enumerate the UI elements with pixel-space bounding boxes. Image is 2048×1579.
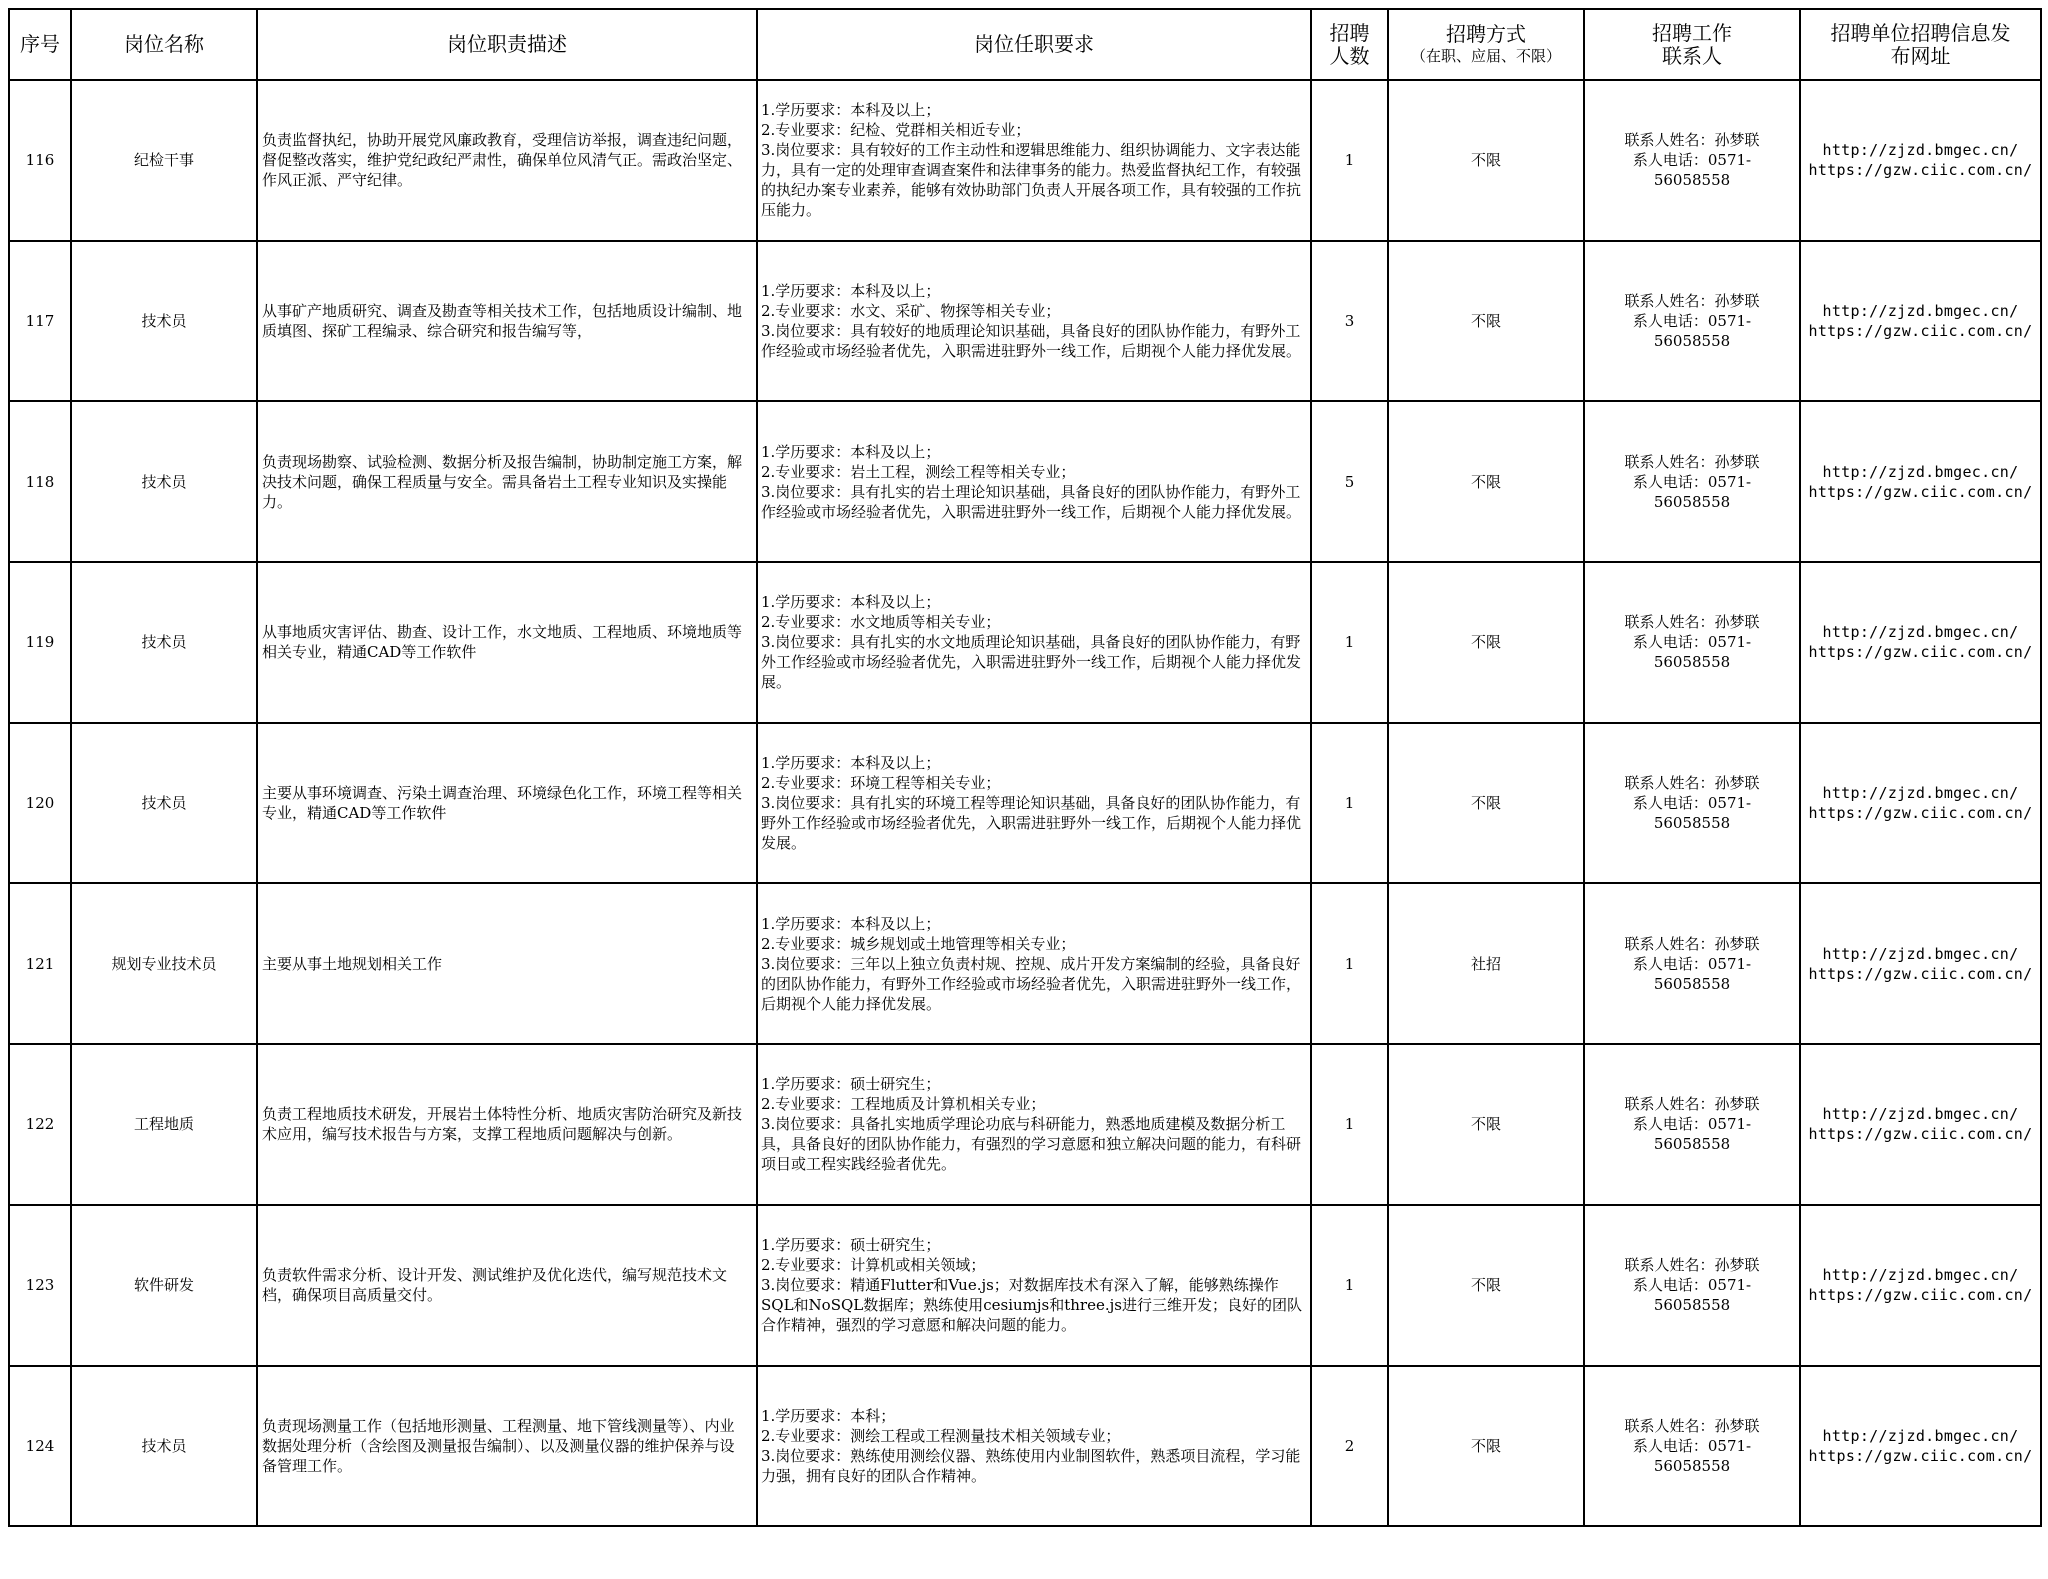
requirement-line: 2.专业要求：纪检、党群相关相近专业；: [761, 121, 1031, 140]
recruit-method: 不限: [1388, 1205, 1584, 1366]
row-number: 117: [9, 241, 71, 402]
headcount: 1: [1311, 723, 1388, 884]
position-requirements: [757, 1205, 1311, 1366]
position-requirements: [757, 1044, 1311, 1205]
requirement-line: 2.专业要求：岩土工程，测绘工程等相关专业；: [761, 462, 1076, 481]
requirement-line: 1.学历要求：本科及以上；: [761, 282, 941, 301]
info-url-2: https://gzw.ciic.com.cn/: [1808, 482, 2033, 501]
requirement-line: 1.学历要求：本科及以上；: [761, 101, 941, 120]
contact-info: 联系人姓名：孙梦联系人电话：0571-56058558: [1584, 1366, 1800, 1527]
info-url-1: http://zjzd.bmgec.cn/: [1822, 784, 2019, 803]
requirement-line: 1.学历要求：硕士研究生；: [761, 1236, 941, 1255]
position-duties: 负责现场测量工作（包括地形测量、工程测量、地下管线测量等）、内业数据处理分析（含绘图及测量报告编制）、以及测量仪器的维护保养与设备管理工作。: [257, 1366, 757, 1527]
contact-info: 联系人姓名：孙梦联系人电话：0571-56058558: [1584, 80, 1800, 241]
info-url-1: http://zjzd.bmgec.cn/: [1822, 623, 2019, 642]
info-url-cell: [1800, 723, 2041, 884]
info-url-cell: [1800, 1044, 2041, 1205]
table-row: [9, 1366, 2041, 1527]
table-body: [9, 80, 2041, 1526]
header-no: 序号: [9, 9, 71, 80]
info-url-2: https://gzw.ciic.com.cn/: [1808, 964, 2033, 983]
requirement-line: 3.岗位要求：三年以上独立负责村规、控规、成片开发方案编制的经验，具备良好的团队协作能力，有野外工作经验或市场经验者优先，入职需进驻野外一线工作，后期视个人能力择优发展。: [761, 954, 1302, 1013]
headcount: 1: [1311, 1205, 1388, 1366]
info-url-2: https://gzw.ciic.com.cn/: [1808, 1125, 2033, 1144]
info-url-2: https://gzw.ciic.com.cn/: [1808, 161, 2033, 180]
requirement-line: 1.学历要求：本科及以上；: [761, 754, 941, 773]
position-duties: 负责软件需求分析、设计开发、测试维护及优化迭代，编写规范技术文档，确保项目高质量交付。: [257, 1205, 757, 1366]
info-url-cell: [1800, 1205, 2041, 1366]
info-url-cell: [1800, 1366, 2041, 1527]
contact-info: 联系人姓名：孙梦联系人电话：0571-56058558: [1584, 1044, 1800, 1205]
recruit-method: 不限: [1388, 1044, 1584, 1205]
table-row: [9, 562, 2041, 723]
position-title: 纪检干事: [71, 80, 257, 241]
recruit-method: 不限: [1388, 1366, 1584, 1527]
position-title: 技术员: [71, 562, 257, 723]
info-url-cell: [1800, 401, 2041, 562]
recruitment-table: [8, 8, 2042, 1527]
position-title: 技术员: [71, 723, 257, 884]
requirement-line: 3.岗位要求：具有较好的地质理论知识基础，具备良好的团队协作能力，有野外工作经验或市场经验者优先，入职需进驻野外一线工作，后期视个人能力择优发展。: [761, 322, 1302, 361]
row-number: 116: [9, 80, 71, 241]
position-requirements: [757, 80, 1311, 241]
recruit-method: 不限: [1388, 401, 1584, 562]
requirement-line: 2.专业要求：水文地质等相关专业；: [761, 613, 1001, 632]
row-number: 122: [9, 1044, 71, 1205]
requirement-line: 3.岗位要求：具有扎实的岩土理论知识基础，具备良好的团队协作能力，有野外工作经验或市场经验者优先，入职需进驻野外一线工作，后期视个人能力择优发展。: [761, 482, 1302, 521]
table-row: [9, 241, 2041, 402]
position-requirements: [757, 883, 1311, 1044]
requirement-line: 3.岗位要求：具有扎实的环境工程等理论知识基础，具备良好的团队协作能力，有野外工作经验或市场经验者优先，入职需进驻野外一线工作，后期视个人能力择优发展。: [761, 794, 1302, 853]
requirement-line: 1.学历要求：本科；: [761, 1406, 896, 1425]
requirement-line: 1.学历要求：本科及以上；: [761, 442, 941, 461]
headcount: 1: [1311, 1044, 1388, 1205]
contact-info: 联系人姓名：孙梦联系人电话：0571-56058558: [1584, 1205, 1800, 1366]
table-header: [9, 9, 2041, 80]
position-duties: 负责工程地质技术研发，开展岩土体特性分析、地质灾害防治研究及新技术应用，编写技术报告与方案，支撑工程地质问题解决与创新。: [257, 1044, 757, 1205]
position-title: 技术员: [71, 241, 257, 402]
headcount: 3: [1311, 241, 1388, 402]
row-number: 118: [9, 401, 71, 562]
header-method-label: 招聘方式: [1446, 21, 1526, 46]
table-row: [9, 1044, 2041, 1205]
requirement-line: 1.学历要求：本科及以上；: [761, 914, 941, 933]
requirement-line: 3.岗位要求：精通Flutter和Vue.js；对数据库技术有深入了解，能够熟练操作SQL和NoSQL数据库；熟练使用cesiumjs和three.js进行三维开发；良好的团队合作精神，强烈的学习意愿和解决问题的能力。: [761, 1276, 1302, 1335]
recruit-method: 不限: [1388, 723, 1584, 884]
row-number: 120: [9, 723, 71, 884]
info-url-2: https://gzw.ciic.com.cn/: [1808, 1446, 2033, 1465]
requirement-line: 3.岗位要求：具有扎实的水文地质理论知识基础，具备良好的团队协作能力，有野外工作经验或市场经验者优先，入职需进驻野外一线工作，后期视个人能力择优发展。: [761, 633, 1302, 692]
info-url-cell: [1800, 883, 2041, 1044]
info-url-1: http://zjzd.bmgec.cn/: [1822, 1266, 2019, 1285]
header-duties: 岗位职责描述: [257, 9, 757, 80]
position-requirements: [757, 1366, 1311, 1527]
headcount: 2: [1311, 1366, 1388, 1527]
header-requirements: 岗位任职要求: [757, 9, 1311, 80]
requirement-line: 2.专业要求：水文、采矿、物探等相关专业；: [761, 302, 1061, 321]
header-count: 招聘人数: [1311, 9, 1388, 80]
recruit-method: 不限: [1388, 80, 1584, 241]
position-duties: 从事地质灾害评估、勘查、设计工作，水文地质、工程地质、环境地质等相关专业，精通CAD等工作软件: [257, 562, 757, 723]
position-requirements: [757, 241, 1311, 402]
header-contact: 招聘工作联系人: [1584, 9, 1800, 80]
header-title: 岗位名称: [71, 9, 257, 80]
requirement-line: 3.岗位要求：熟练使用测绘仪器、熟练使用内业制图软件，熟悉项目流程，学习能力强，拥有良好的团队合作精神。: [761, 1446, 1301, 1485]
recruit-method: 社招: [1388, 883, 1584, 1044]
contact-info: 联系人姓名：孙梦联系人电话：0571-56058558: [1584, 241, 1800, 402]
requirement-line: 3.岗位要求：具备扎实地质学理论功底与科研能力，熟悉地质建模及数据分析工具，具备良好的团队协作能力，有强烈的学习意愿和独立解决问题的能力，有科研项目或工程实践经验者优先。: [761, 1115, 1302, 1174]
info-url-2: https://gzw.ciic.com.cn/: [1808, 322, 2033, 341]
position-duties: 主要从事环境调查、污染土调查治理、环境绿色化工作，环境工程等相关专业，精通CAD等工作软件: [257, 723, 757, 884]
info-url-2: https://gzw.ciic.com.cn/: [1808, 804, 2033, 823]
row-number: 123: [9, 1205, 71, 1366]
position-duties: 负责现场勘察、试验检测、数据分析及报告编制，协助制定施工方案，解决技术问题，确保工程质量与安全。需具备岩土工程专业知识及实操能力。: [257, 401, 757, 562]
position-title: 技术员: [71, 401, 257, 562]
contact-info: 联系人姓名：孙梦联系人电话：0571-56058558: [1584, 562, 1800, 723]
table-row: [9, 1205, 2041, 1366]
recruit-method: 不限: [1388, 562, 1584, 723]
recruit-method: 不限: [1388, 241, 1584, 402]
row-number: 121: [9, 883, 71, 1044]
info-url-1: http://zjzd.bmgec.cn/: [1822, 302, 2019, 321]
contact-info: 联系人姓名：孙梦联系人电话：0571-56058558: [1584, 401, 1800, 562]
position-title: 技术员: [71, 1366, 257, 1527]
position-duties: 负责监督执纪，协助开展党风廉政教育，受理信访举报，调查违纪问题，督促整改落实，维护党纪政纪严肃性，确保单位风清气正。需政治坚定、作风正派、严守纪律。: [257, 80, 757, 241]
info-url-cell: [1800, 80, 2041, 241]
contact-info: 联系人姓名：孙梦联系人电话：0571-56058558: [1584, 883, 1800, 1044]
position-title: 工程地质: [71, 1044, 257, 1205]
headcount: 1: [1311, 80, 1388, 241]
info-url-cell: [1800, 241, 2041, 402]
row-number: 124: [9, 1366, 71, 1527]
table-row: [9, 883, 2041, 1044]
table-row: [9, 80, 2041, 241]
info-url-1: http://zjzd.bmgec.cn/: [1822, 462, 2019, 481]
requirement-line: 2.专业要求：环境工程等相关专业；: [761, 774, 1001, 793]
requirement-line: 1.学历要求：硕士研究生；: [761, 1075, 941, 1094]
headcount: 5: [1311, 401, 1388, 562]
position-duties: 主要从事土地规划相关工作: [257, 883, 757, 1044]
position-requirements: [757, 723, 1311, 884]
position-title: 软件研发: [71, 1205, 257, 1366]
info-url-1: http://zjzd.bmgec.cn/: [1822, 1426, 2019, 1445]
info-url-1: http://zjzd.bmgec.cn/: [1822, 1105, 2019, 1124]
requirement-line: 2.专业要求：工程地质及计算机相关专业；: [761, 1095, 1046, 1114]
info-url-cell: [1800, 562, 2041, 723]
requirement-line: 2.专业要求：城乡规划或土地管理等相关专业；: [761, 934, 1076, 953]
position-requirements: [757, 401, 1311, 562]
headcount: 1: [1311, 883, 1388, 1044]
info-url-2: https://gzw.ciic.com.cn/: [1808, 1286, 2033, 1305]
headcount: 1: [1311, 562, 1388, 723]
position-requirements: [757, 562, 1311, 723]
info-url-1: http://zjzd.bmgec.cn/: [1822, 944, 2019, 963]
header-method: [1388, 9, 1584, 80]
position-title: 规划专业技术员: [71, 883, 257, 1044]
requirement-line: 1.学历要求：本科及以上；: [761, 593, 941, 612]
requirement-line: 2.专业要求：测绘工程或工程测量技术相关领域专业；: [761, 1426, 1121, 1445]
info-url-1: http://zjzd.bmgec.cn/: [1822, 141, 2019, 160]
row-number: 119: [9, 562, 71, 723]
info-url-2: https://gzw.ciic.com.cn/: [1808, 643, 2033, 662]
header-method-sub: （在职、应届、不限）: [1410, 46, 1561, 65]
header-url: 招聘单位招聘信息发布网址: [1800, 9, 2041, 80]
requirement-line: 3.岗位要求：具有较好的工作主动性和逻辑思维能力、组织协调能力、文字表达能力，具有一定的处理审查调查案件和法律事务的能力。热爱监督执纪工作，有较强的执纪办案专业素养，能够有效协助部门负责人开展各项工作，具有较强的工作抗压能力。: [761, 141, 1302, 220]
requirement-line: 2.专业要求：计算机或相关领域；: [761, 1256, 986, 1275]
header-row: [9, 9, 2041, 80]
position-duties: 从事矿产地质研究、调查及勘查等相关技术工作，包括地质设计编制、地质填图、探矿工程编录、综合研究和报告编写等，: [257, 241, 757, 402]
table-row: [9, 723, 2041, 884]
contact-info: 联系人姓名：孙梦联系人电话：0571-56058558: [1584, 723, 1800, 884]
table-row: [9, 401, 2041, 562]
